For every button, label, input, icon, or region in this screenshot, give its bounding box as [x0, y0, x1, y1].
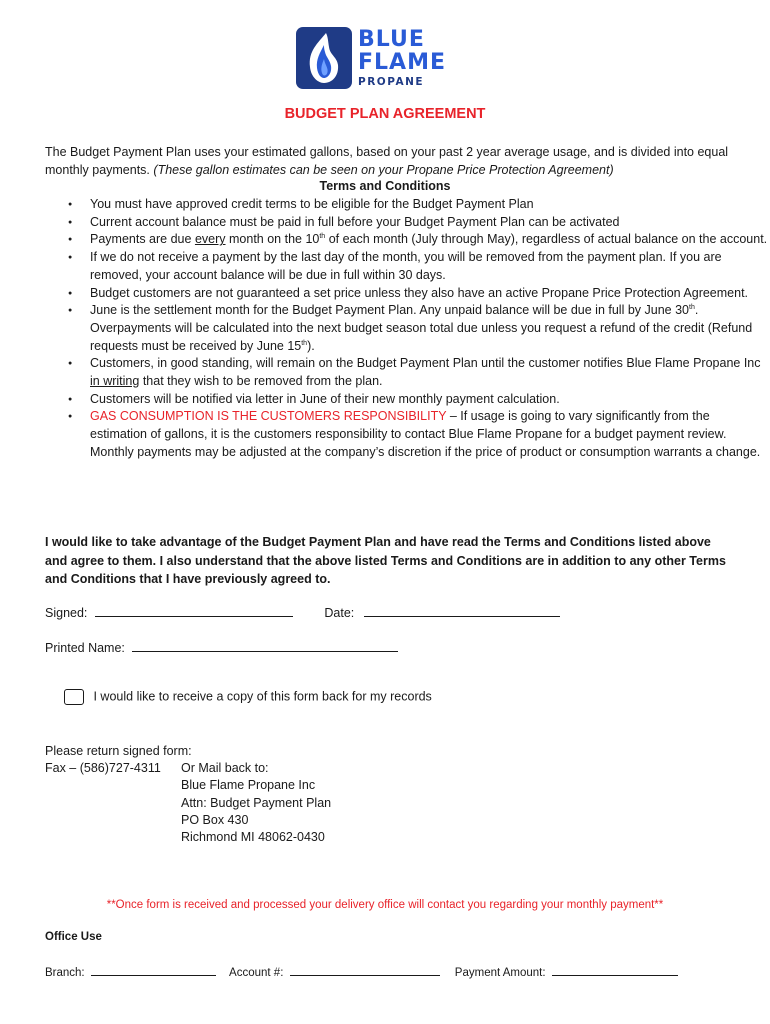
signature-field[interactable]: [95, 603, 293, 617]
terms-heading: Terms and Conditions: [319, 179, 451, 193]
terms-text: Current account balance must be paid in full before your Budget Payment Plan can be activated: [90, 214, 620, 229]
terms-emphasis: in writing: [90, 374, 140, 389]
terms-item: [90, 231, 770, 249]
terms-text: ).: [307, 338, 315, 353]
blue-flame-logo: [296, 27, 478, 91]
copy-request-label: I would like to receive a copy of this form back for my records: [93, 689, 432, 704]
processing-notice: **Once form is received and processed your delivery office will contact you regarding your monthly payment**: [106, 899, 664, 911]
printed-name-row: [45, 638, 398, 655]
payment-amount-label: Payment Amount:: [454, 967, 546, 979]
date-label: Date:: [324, 606, 355, 620]
terms-list: [45, 196, 770, 462]
mail-city: Richmond MI 48062-0430: [181, 830, 325, 845]
ordinal-suffix: th: [319, 233, 326, 241]
terms-text: that they wish to be removed from the plan.: [142, 374, 383, 389]
mail-po-box: PO Box 430: [181, 812, 249, 827]
terms-text: month on the 10: [229, 232, 320, 247]
return-heading: Please return signed form:: [45, 744, 192, 758]
intro-paragraph: [45, 144, 735, 179]
page-title: BUDGET PLAN AGREEMENT: [284, 106, 486, 122]
intro-italic-note: (These gallon estimates can be seen on your Propane Price Protection Agreement): [153, 162, 614, 177]
printed-name-label: Printed Name:: [45, 641, 125, 655]
account-field[interactable]: [290, 962, 440, 976]
date-field[interactable]: [364, 603, 560, 617]
fax-number: Fax – (586)727-4311: [45, 761, 161, 776]
payment-amount-field[interactable]: [552, 962, 678, 976]
terms-emphasis: every: [194, 232, 226, 247]
terms-item: [90, 302, 770, 355]
ordinal-suffix: th: [689, 304, 695, 312]
terms-text: Customers, in good standing, will remain on the Budget Payment Plan until the customer notifies Blue Flame Propane Inc: [90, 356, 761, 371]
terms-text: Payments are due: [90, 232, 192, 247]
logo-text-flame: FLAME: [358, 50, 446, 75]
copy-request-checkbox[interactable]: [64, 689, 84, 705]
terms-text: June is the settlement month for the Budget Payment Plan. Any unpaid balance will be due in full by June 30: [90, 303, 689, 318]
terms-item: [90, 249, 770, 284]
signature-row: [45, 603, 560, 620]
terms-item: [90, 214, 770, 232]
printed-name-field[interactable]: [132, 638, 398, 652]
branch-label: Branch:: [45, 967, 85, 979]
intro-text: The Budget Payment Plan uses your estimated gallons, based on your past 2 year average usage, and is divided into equal monthly payments.: [45, 145, 729, 177]
terms-text: If we do not receive a payment by the last day of the month, you will be removed from the payment plan. If you are removed, your account balance will be due in full within 30 days.: [90, 250, 722, 282]
terms-text: Budget customers are not guaranteed a set price unless they also have an active Propane Price Protection Agreement.: [90, 285, 749, 300]
terms-text: – If usage is going to vary significantly from the estimation of gallons, it is the customers responsibility to contact Blue Flame Propane for a budget payment review. Monthly payments may be adjusted at the company’s discretion if the price of product or consumption warrants a change.: [90, 409, 761, 459]
terms-text: You must have approved credit terms to be eligible for the Budget Payment Plan: [90, 197, 534, 211]
terms-item: [90, 285, 770, 303]
terms-text: of each month (July through May), regardless of actual balance on the account.: [328, 232, 768, 247]
terms-item: [90, 196, 770, 214]
logo-text-propane: PROPANE: [358, 76, 425, 88]
signed-label: Signed:: [45, 606, 88, 620]
mail-attn: Attn: Budget Payment Plan: [181, 795, 332, 810]
ordinal-suffix: th: [301, 339, 308, 347]
flame-icon: [296, 27, 352, 89]
branch-field[interactable]: [91, 962, 216, 976]
terms-text: . Overpayments will be calculated into the next budget season total due unless you request a refund of the credit (Refund requests must be received by June 15: [90, 303, 753, 353]
logo-text-blue: BLUE: [358, 27, 425, 52]
mail-intro: Or Mail back to:: [181, 761, 269, 775]
terms-item: [90, 391, 770, 409]
mail-company: Blue Flame Propane Inc: [181, 778, 316, 793]
office-use-heading: Office Use: [45, 931, 102, 943]
office-use-row: [45, 962, 678, 979]
mailing-address: [181, 760, 331, 846]
agreement-statement: I would like to take advantage of the Budget Payment Plan and have read the Terms and Conditions listed above and agree to them. I also understand that the above listed Terms and Conditions are in addition to any other Terms and Conditions that I have previously agreed to.: [45, 535, 726, 586]
terms-warning: GAS CONSUMPTION IS THE CUSTOMERS RESPONSIBILITY: [90, 409, 447, 424]
terms-item: [90, 355, 770, 390]
return-instructions: [45, 743, 192, 778]
account-label: Account #:: [229, 967, 284, 979]
terms-item: [90, 408, 770, 461]
terms-text: Customers will be notified via letter in June of their new monthly payment calculation.: [90, 391, 560, 406]
copy-request-row: [64, 689, 432, 705]
